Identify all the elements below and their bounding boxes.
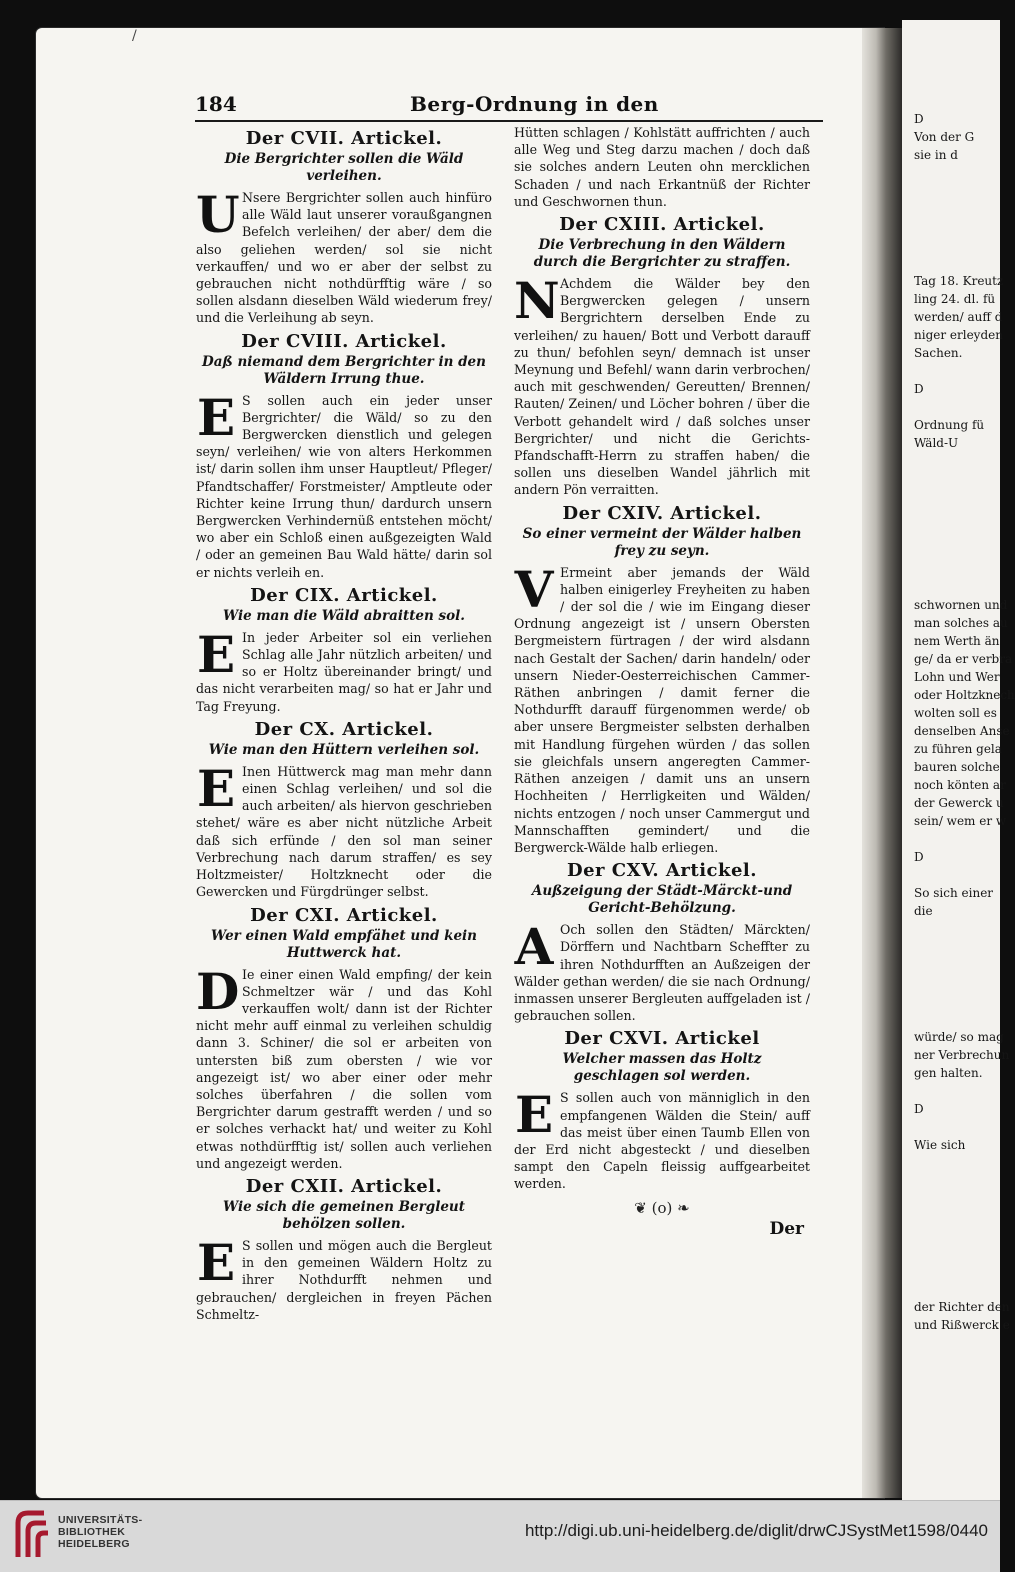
facing-page-line: D xyxy=(914,850,924,864)
fleuron-ornament: ❦ (o) ❧ xyxy=(634,1198,690,1217)
left-column xyxy=(196,124,492,1325)
facing-page-line xyxy=(914,1226,1000,1244)
facing-page-line: der Richter den xyxy=(914,1300,1010,1314)
facing-page-line: zu führen gela xyxy=(914,742,1002,756)
margin-mark: / xyxy=(132,28,137,44)
article-heading: Der CXVI. Artickel xyxy=(564,1028,760,1050)
facing-page-line xyxy=(914,398,1000,416)
article-heading: Der CVIII. Artickel. xyxy=(241,330,447,352)
decorated-initial: E xyxy=(196,1232,236,1292)
article-text xyxy=(196,758,492,901)
article-body: Achdem die Wälder bey den Bergwercken gelegen / unsern Bergrichtern derselben Ende zu verleihen/ zu hauen/ Bott und Verbott darauff zu thun/ befohlen seyn/ demnach ist unser Meynung und Befehl/ wann darin verbrochen/ auch mit geschwenden/ Gereutten/ Brennen/ Rauten/ Zeinen/ und Löcher bohren / über die Verbott gehandelt wird / daß solches unser Bergrichter/ und nicht die Gerichts-Pfandschafft-Herrn zu straffen haben/ die sollen uns dieselben Wandel jährlich mit andern Pön verraitten. xyxy=(514,276,810,498)
facing-page-line xyxy=(914,1190,1000,1208)
library-name-line3: HEIDELBERG xyxy=(58,1538,130,1550)
facing-page-line: schwornen und xyxy=(914,598,1008,612)
facing-page-line: Lohn und Wer xyxy=(914,670,1000,684)
facing-page-line xyxy=(914,1208,1000,1226)
article-body: S sollen auch ein jeder unser Bergrichter/ die Wäld/ so zu den Bergwercken dienstlich und gelegen seyn/ verleihen/ wie von alters Herkommen ist/ darin sollen ihm unser Hauptleut/ Pfleger/ Pfandtschaffer/ Forstmeister/ Amptleute oder Richter keine Irrung thun/ dardurch unsern Bergwercken Verhindernüß entstehen möcht/ wo aber ein Schloß einen außgezeigten Wald / oder an gemeinen Bau Wald hätte/ darin sol er nichts verleih en. xyxy=(196,392,492,580)
footer-bar xyxy=(0,1500,1000,1572)
decorated-initial: N xyxy=(514,271,560,331)
article-body: Inen Hüttwerck mag man mehr dann einen Schlag verleihen/ und sol die auch arbeiten/ als hiervon geschrieben stehet/ wäre es aber nicht nützliche Arbeit daß sich erfünde / den sol man seiner Verbrechung nach darum straffen/ es sey Holtzmeister/ Holtzknecht oder die Gewercken und Fürgdrünger selbst. xyxy=(196,763,492,900)
facing-page-line xyxy=(914,1082,1000,1100)
facing-page-line xyxy=(914,920,1000,938)
facing-page-line xyxy=(914,236,1000,254)
facing-page-line xyxy=(914,452,1000,470)
article-subheading: Wie man die Wäld abraitten sol. xyxy=(223,607,465,624)
facing-page-line: sein/ wem er w xyxy=(914,814,1007,828)
book-gutter xyxy=(862,28,902,1498)
article-heading: Der CXII. Artickel. xyxy=(245,1175,443,1197)
facing-page-line: Wäld-U xyxy=(914,436,959,450)
article-body: Hütten schlagen / Kohlstätt auffrichten / auch alle Weg und Steg darzu machen / doch daß sie solches andern Leuten ohn mercklichen Schaden / und nach Erkantnüß der Richter und Geschwornen thun. xyxy=(514,125,810,209)
article-body: Ie einer einen Wald empfing/ der kein Schmeltzer wär / und das Kohl verkauffen wolt/ dann ist der Richter nicht mehr auff einmal zu verleihen schuldig dann 3. Schiner/ die sol er arbeiten von untersten biß zum obersten / wie vor angezeigt ist/ wo aber einer oder mehr solches überfahren / die sollen vom Bergrichter darum gestrafft werden / und so er solches verhackt hat/ und weiter zu Kohl etwas nothdürfftig ist/ sollen auch verliehen und angezeigt werden. xyxy=(196,966,492,1171)
decorated-initial: U xyxy=(196,185,240,244)
facing-page-line: ling 24. dl. fü xyxy=(914,292,996,306)
facing-page-line: Tag 18. Kreutz xyxy=(914,274,1004,288)
facing-page-line xyxy=(914,1010,1000,1028)
article-text xyxy=(514,917,810,1024)
facing-page-line xyxy=(914,182,1000,200)
facing-page-line: noch könten ar xyxy=(914,778,1006,792)
facing-page-line: D xyxy=(914,112,924,126)
article-subheading: Wie sich die gemeinen Bergleut behölzen sollen. xyxy=(223,1198,465,1232)
facing-page-line: denselben Anse xyxy=(914,724,1010,738)
decorated-initial: E xyxy=(196,758,236,818)
facing-page-line xyxy=(914,164,1000,182)
facing-page-line: wolten soll es xyxy=(914,706,997,720)
article-text xyxy=(514,271,810,499)
facing-page-line: und Rißwerck e xyxy=(914,1318,1010,1332)
facing-page-line: Sachen. xyxy=(914,346,963,360)
facing-page-line xyxy=(914,218,1000,236)
decorated-initial: E xyxy=(196,387,236,447)
library-name-line1: UNIVERSITÄTS- xyxy=(58,1514,143,1526)
facing-page-line: man solches au xyxy=(914,616,1008,630)
facing-page-line: die xyxy=(914,904,933,918)
library-name xyxy=(58,1514,142,1550)
article-body: In jeder Arbeiter sol ein verliehen Schlag alle Jahr nützlich arbeiten/ und so er Holtz übereinander bringt/ und das nicht verarbeiten mag/ so hat er Jahr und Tag Freyung. xyxy=(196,629,492,714)
article-heading: Der CX. Artickel. xyxy=(254,718,434,740)
facing-page-line: niger erleyden xyxy=(914,328,1003,342)
article-heading: Der CIX. Artickel. xyxy=(250,584,438,606)
decorated-initial: E xyxy=(514,1085,554,1145)
facing-page-line: werden/ auff d xyxy=(914,310,1003,324)
facing-page-line xyxy=(914,956,1000,974)
facing-page-line: oder Holtzknech xyxy=(914,688,1015,702)
facing-page-line xyxy=(914,830,1000,848)
facing-page-line xyxy=(914,362,1000,380)
facing-page-line xyxy=(914,1244,1000,1262)
article-subheading: So einer vermeint der Wälder halben frey zu seyn. xyxy=(522,525,802,559)
facing-page-line: Von der G xyxy=(914,130,975,144)
facing-page-line xyxy=(914,974,1000,992)
running-head: Berg-Ordnung in den xyxy=(410,92,659,116)
facing-page-line xyxy=(914,488,1000,506)
article-heading: Der CXIV. Artickel. xyxy=(562,502,762,524)
article-heading: Der CXI. Artickel. xyxy=(250,904,438,926)
facing-page-line xyxy=(914,200,1000,218)
facing-page-line xyxy=(914,470,1000,488)
facing-page-line xyxy=(914,524,1000,542)
facing-page-line: D xyxy=(914,1102,924,1116)
decorated-initial: E xyxy=(196,624,236,684)
facing-page-line: So sich einer xyxy=(914,886,994,900)
facing-page-line xyxy=(914,506,1000,524)
article-text xyxy=(196,961,492,1172)
article-heading: Der CVII. Artickel. xyxy=(245,128,443,149)
article-text xyxy=(196,624,492,715)
facing-page-line: ge/ da er verbra xyxy=(914,652,1013,666)
facing-page-text xyxy=(914,110,1015,1334)
facing-page-line xyxy=(914,560,1000,578)
article-subheading: Die Bergrichter sollen die Wäld verleihen. xyxy=(224,151,464,184)
article-heading: Der CXIII. Artickel. xyxy=(559,214,765,236)
facing-page-line: der Gewerck u xyxy=(914,796,1004,810)
decorated-initial: D xyxy=(196,961,240,1021)
article-subheading: Wer einen Wald empfähet und kein Huttwerck hat. xyxy=(211,927,477,961)
right-column xyxy=(514,124,810,1239)
library-logo-icon xyxy=(14,1509,50,1559)
facing-page-line xyxy=(914,1118,1000,1136)
facing-page-line xyxy=(914,578,1000,596)
article-body: S sollen auch von männiglich in den empfangenen Wälden die Stein/ auff das meist über einen Taumb Ellen von der Erd nicht abgesteckt / und dieselben sampt den Capeln fleissig auffgearbeitet werden. xyxy=(514,1090,810,1192)
facing-page-line xyxy=(914,1262,1000,1280)
facing-page-line: D xyxy=(914,382,924,396)
facing-page-line: sie in d xyxy=(914,148,958,162)
article-body: Ermeint aber jemands der Wäld halben einigerley Freyheiten zu haben / der sol die / wie im Eingang dieser Ordnung angezeigt ist / unsern Obersten Bergmeistern fürtragen / der wird alsdann nach Gestalt der Sachen/ darin handeln/ oder unsern Nieder-Oesterreichischen Cammer-Räthen anbringen / damit ferner die Nothdurfft darauff fürgenommen werde/ ob aber unsere Bergmeister selbsten derhalben mit Handlung fürgehen würden / das sollen sie gleichfals unsern angeregten Cammer-Räthen anzeigen / damit uns an unsern Hochheiten / Herrligkeiten und Wälden/ nichts entzogen / noch unser Cammergut und Mannschafften gemindert/ und die Bergwerck-Wälde halb erliegen. xyxy=(514,564,810,855)
page-number: 184 xyxy=(195,92,237,116)
facing-page-line xyxy=(914,542,1000,560)
article-body: Nsere Bergrichter sollen auch hinfüro alle Wäld laut unserer voraußgangnen Befelch verleihen/ der aber/ dem die also geliehen werden/ sol sie nicht verkauffen/ und wo er aber der selbst zu gebrauchen nicht nothdürfftig wäre / so sollen alsdann dieselben Wäld wiederum frey/ und die Verleihung ab seyn. xyxy=(196,190,492,326)
facing-page-line xyxy=(914,1154,1000,1172)
article-subheading: Wie man den Hüttern verleihen sol. xyxy=(208,741,480,758)
permalink-url[interactable]: http://digi.ub.uni-heidelberg.de/diglit/drwCJSystMet1598/0440 xyxy=(524,1521,988,1540)
facing-page-line xyxy=(914,938,1000,956)
facing-page-line xyxy=(914,866,1000,884)
decorated-initial: A xyxy=(514,917,554,977)
article-subheading: Die Verbrechung in den Wäldern durch die Bergrichter zu straffen. xyxy=(533,237,791,271)
facing-page-line: Wie sich xyxy=(914,1138,966,1152)
facing-page-line xyxy=(914,992,1000,1010)
facing-page-line: ner Verbrechun xyxy=(914,1048,1010,1062)
article-subheading: Welcher massen das Holtz geschlagen sol werden. xyxy=(562,1051,762,1085)
article-heading: Der CXV. Artickel. xyxy=(566,860,758,882)
article-body: Och sollen den Städten/ Märckten/ Dörffern und Nachtbarn Scheffter zu ihren Nothdurfften an Außzeigen der Wälder gethan werden/ die sie nach Ordnung/ inmassen unserer Bergleuten auffgeladen ist / gebrauchen sollen. xyxy=(514,922,810,1024)
facing-page-line: Ordnung fü xyxy=(914,418,985,432)
page-header xyxy=(195,90,823,122)
article-text xyxy=(196,185,492,327)
article-text xyxy=(514,124,810,210)
facing-page-line: würde/ so mag xyxy=(914,1030,1004,1044)
facing-page-line: gen halten. xyxy=(914,1066,983,1080)
facing-page-line xyxy=(914,1280,1000,1298)
article-subheading: Daß niemand dem Bergrichter in den Wäldern Irrung thue. xyxy=(202,353,486,387)
library-name-line2: BIBLIOTHEK xyxy=(58,1526,126,1538)
article-text xyxy=(196,1232,492,1323)
article-text xyxy=(196,387,492,581)
decorated-initial: V xyxy=(514,559,554,619)
facing-page-line: bauren solche xyxy=(914,760,1000,774)
article-body: S sollen und mögen auch die Bergleut in den gemeinen Wäldern Holtz zu ihrer Nothdurfft nehmen und gebrauchen/ dergleichen in freyen Pächen Schmeltz- xyxy=(196,1237,492,1322)
article-text xyxy=(514,1085,810,1192)
catchword: Der xyxy=(769,1218,804,1239)
article-subheading: Außzeigung der Städt-Märckt-und Gericht-Behölzung. xyxy=(531,883,793,917)
facing-page-line xyxy=(914,254,1000,272)
facing-page-line xyxy=(914,1172,1000,1190)
facing-page-line: nem Werth än xyxy=(914,634,1000,648)
article-text xyxy=(514,559,810,856)
